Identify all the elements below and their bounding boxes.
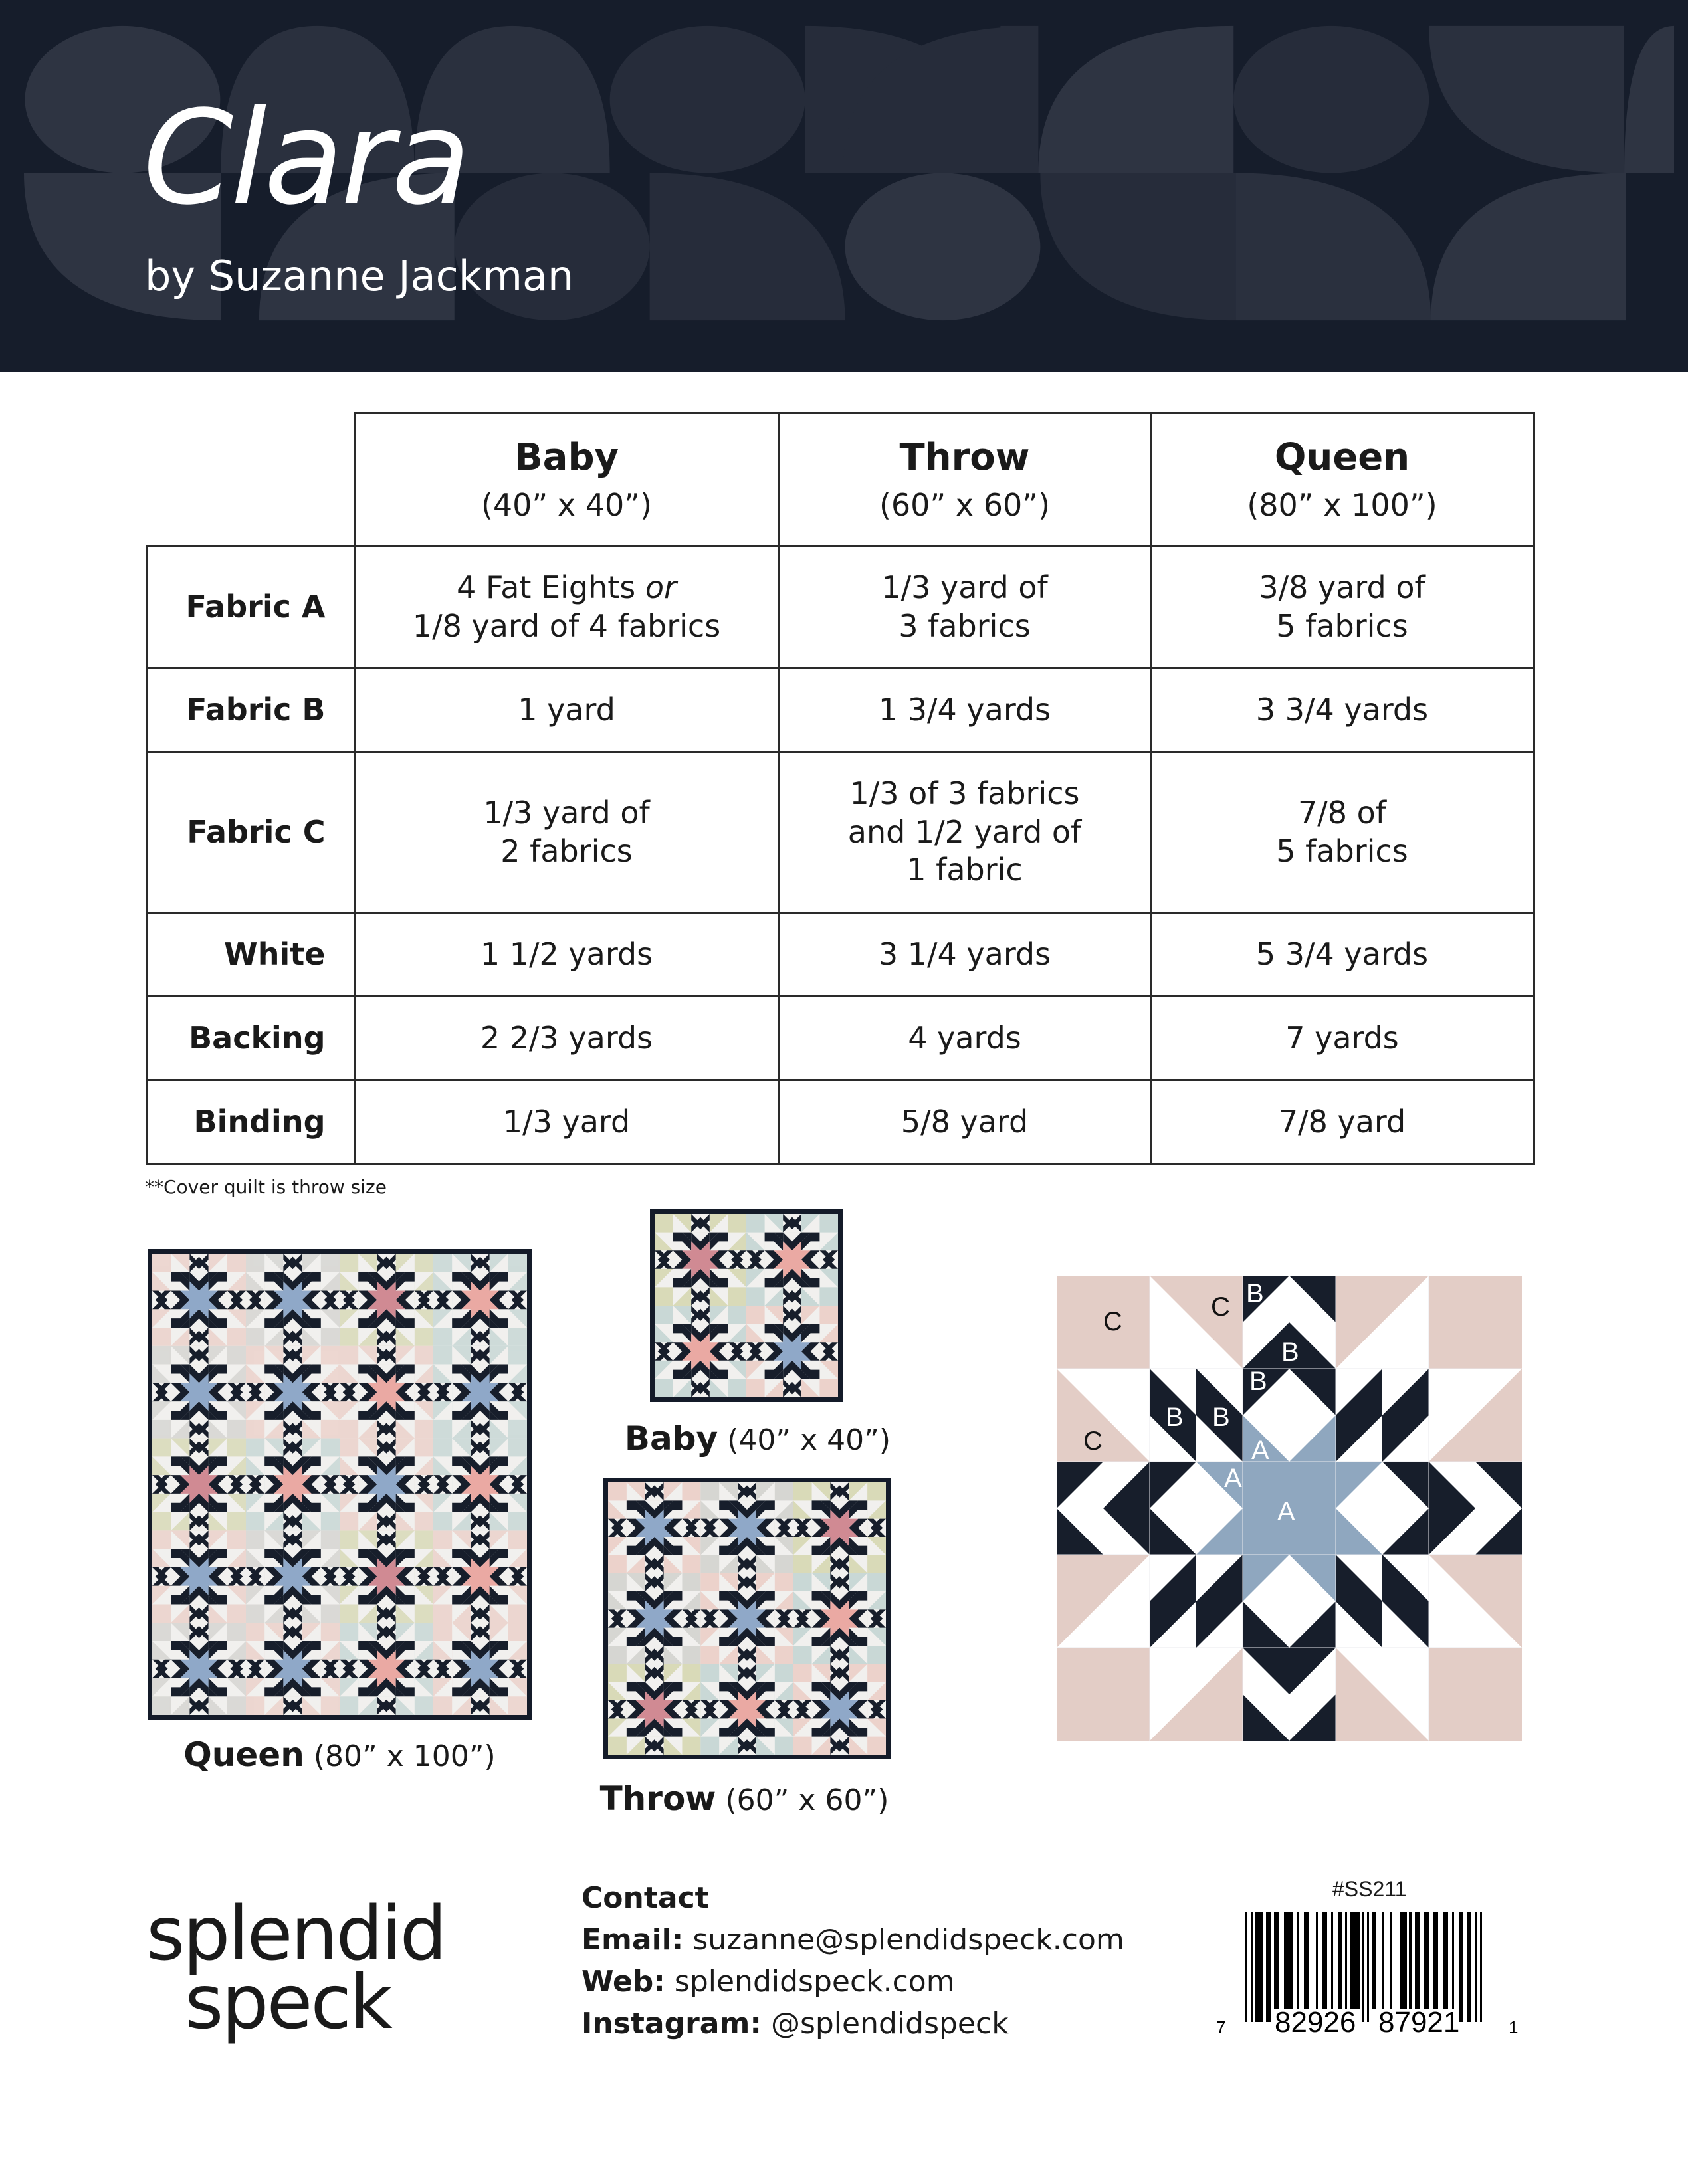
- label-b: B: [1281, 1338, 1299, 1367]
- column-header-baby: Baby (40” x 40”): [354, 413, 779, 546]
- barcode-digit-last: 1: [1509, 2017, 1519, 2037]
- table-row: [148, 913, 1534, 997]
- quilt-pattern-icon: [152, 1254, 527, 1715]
- table-cell: 1 3/4 yards: [779, 668, 1150, 752]
- table-cell: 1/3 yard of 2 fabrics: [354, 752, 779, 913]
- label-b: B: [1212, 1403, 1230, 1432]
- label-c: C: [1211, 1292, 1230, 1322]
- barcode-digits-right: 87921: [1378, 2006, 1460, 2038]
- barcode-icon: [1216, 1912, 1522, 2038]
- table-cell: 1/3 yard: [354, 1080, 779, 1164]
- row-label: Fabric B: [148, 668, 355, 752]
- email-link[interactable]: suzanne@splendidspeck.com: [692, 1923, 1124, 1957]
- label-a: A: [1224, 1464, 1242, 1493]
- table-cell: 7/8 yard: [1150, 1080, 1534, 1164]
- contact-web: Web: splendidspeck.com: [581, 1965, 955, 1999]
- table-cell: 7/8 of 5 fabrics: [1150, 752, 1534, 913]
- baby-quilt-label: Baby (40” x 40”): [624, 1419, 891, 1458]
- column-header-throw: Throw (60” x 60”): [779, 413, 1150, 546]
- table-corner: [148, 413, 355, 546]
- label-a: A: [1277, 1497, 1295, 1526]
- contact-block: [581, 1877, 1124, 2044]
- table-cell: 3 1/4 yards: [779, 913, 1150, 997]
- pattern-sku: #SS211: [1332, 1877, 1407, 1901]
- queen-quilt-label: Queen (80” x 100”): [183, 1736, 496, 1774]
- contact-heading: Contact: [581, 1881, 709, 1915]
- baby-quilt-image: [650, 1209, 843, 1402]
- throw-quilt-image: [603, 1478, 891, 1759]
- contact-instagram: Instagram: @splendidspeck: [581, 2007, 1009, 2040]
- label-b: B: [1249, 1367, 1267, 1396]
- table-cell: 5 3/4 yards: [1150, 913, 1534, 997]
- table-cell: 1/3 of 3 fabrics and 1/2 yard of 1 fabric: [779, 752, 1150, 913]
- table-cell: 3 3/4 yards: [1150, 668, 1534, 752]
- instagram-link[interactable]: @splendidspeck: [770, 2007, 1009, 2040]
- quilt-pattern-icon: [608, 1482, 886, 1755]
- label-c: C: [1083, 1427, 1103, 1456]
- cover-quilt-note: **Cover quilt is throw size: [145, 1176, 387, 1198]
- table-row: [148, 1080, 1534, 1164]
- splendid-speck-logo: splendid speck: [146, 1891, 445, 2046]
- table-row: [148, 668, 1534, 752]
- column-header-queen: Queen (80” x 100”): [1150, 413, 1534, 546]
- table-cell: 2 2/3 yards: [354, 997, 779, 1080]
- row-label: Fabric C: [148, 752, 355, 913]
- table-cell: 1 1/2 yards: [354, 913, 779, 997]
- table-cell: 4 yards: [779, 997, 1150, 1080]
- row-label: Fabric A: [148, 546, 355, 668]
- web-link[interactable]: splendidspeck.com: [674, 1965, 955, 1999]
- block-diagram: [1057, 1276, 1522, 1741]
- barcode-digits-left: 82926: [1275, 2006, 1356, 2038]
- row-label: Binding: [148, 1080, 355, 1164]
- header-banner: [0, 0, 1688, 372]
- contact-email: Email: suzanne@splendidspeck.com: [581, 1923, 1124, 1957]
- throw-quilt-label: Throw (60” x 60”): [599, 1779, 889, 1818]
- label-b: B: [1166, 1403, 1184, 1432]
- designer-byline: by Suzanne Jackman: [145, 252, 574, 300]
- row-label: Backing: [148, 997, 355, 1080]
- quilt-pattern-icon: [655, 1214, 838, 1397]
- table-cell: 1 yard: [354, 668, 779, 752]
- table-cell: 3/8 yard of 5 fabrics: [1150, 546, 1534, 668]
- pattern-title: Clara: [143, 82, 469, 233]
- table-cell: 1/3 yard of 3 fabrics: [779, 546, 1150, 668]
- table-cell: 4 Fat Eights or 1/8 yard of 4 fabrics: [354, 546, 779, 668]
- table-cell: 5/8 yard: [779, 1080, 1150, 1164]
- barcode-digit-first: 7: [1216, 2017, 1226, 2037]
- fabric-requirements-table: [146, 412, 1535, 1165]
- table-row: [148, 546, 1534, 668]
- table-cell: 7 yards: [1150, 997, 1534, 1080]
- table-row: [148, 997, 1534, 1080]
- queen-quilt-image: [148, 1249, 532, 1720]
- label-c: C: [1103, 1307, 1122, 1336]
- table-row: [148, 752, 1534, 913]
- row-label: White: [148, 913, 355, 997]
- label-b: B: [1246, 1279, 1264, 1308]
- label-a: A: [1251, 1436, 1269, 1465]
